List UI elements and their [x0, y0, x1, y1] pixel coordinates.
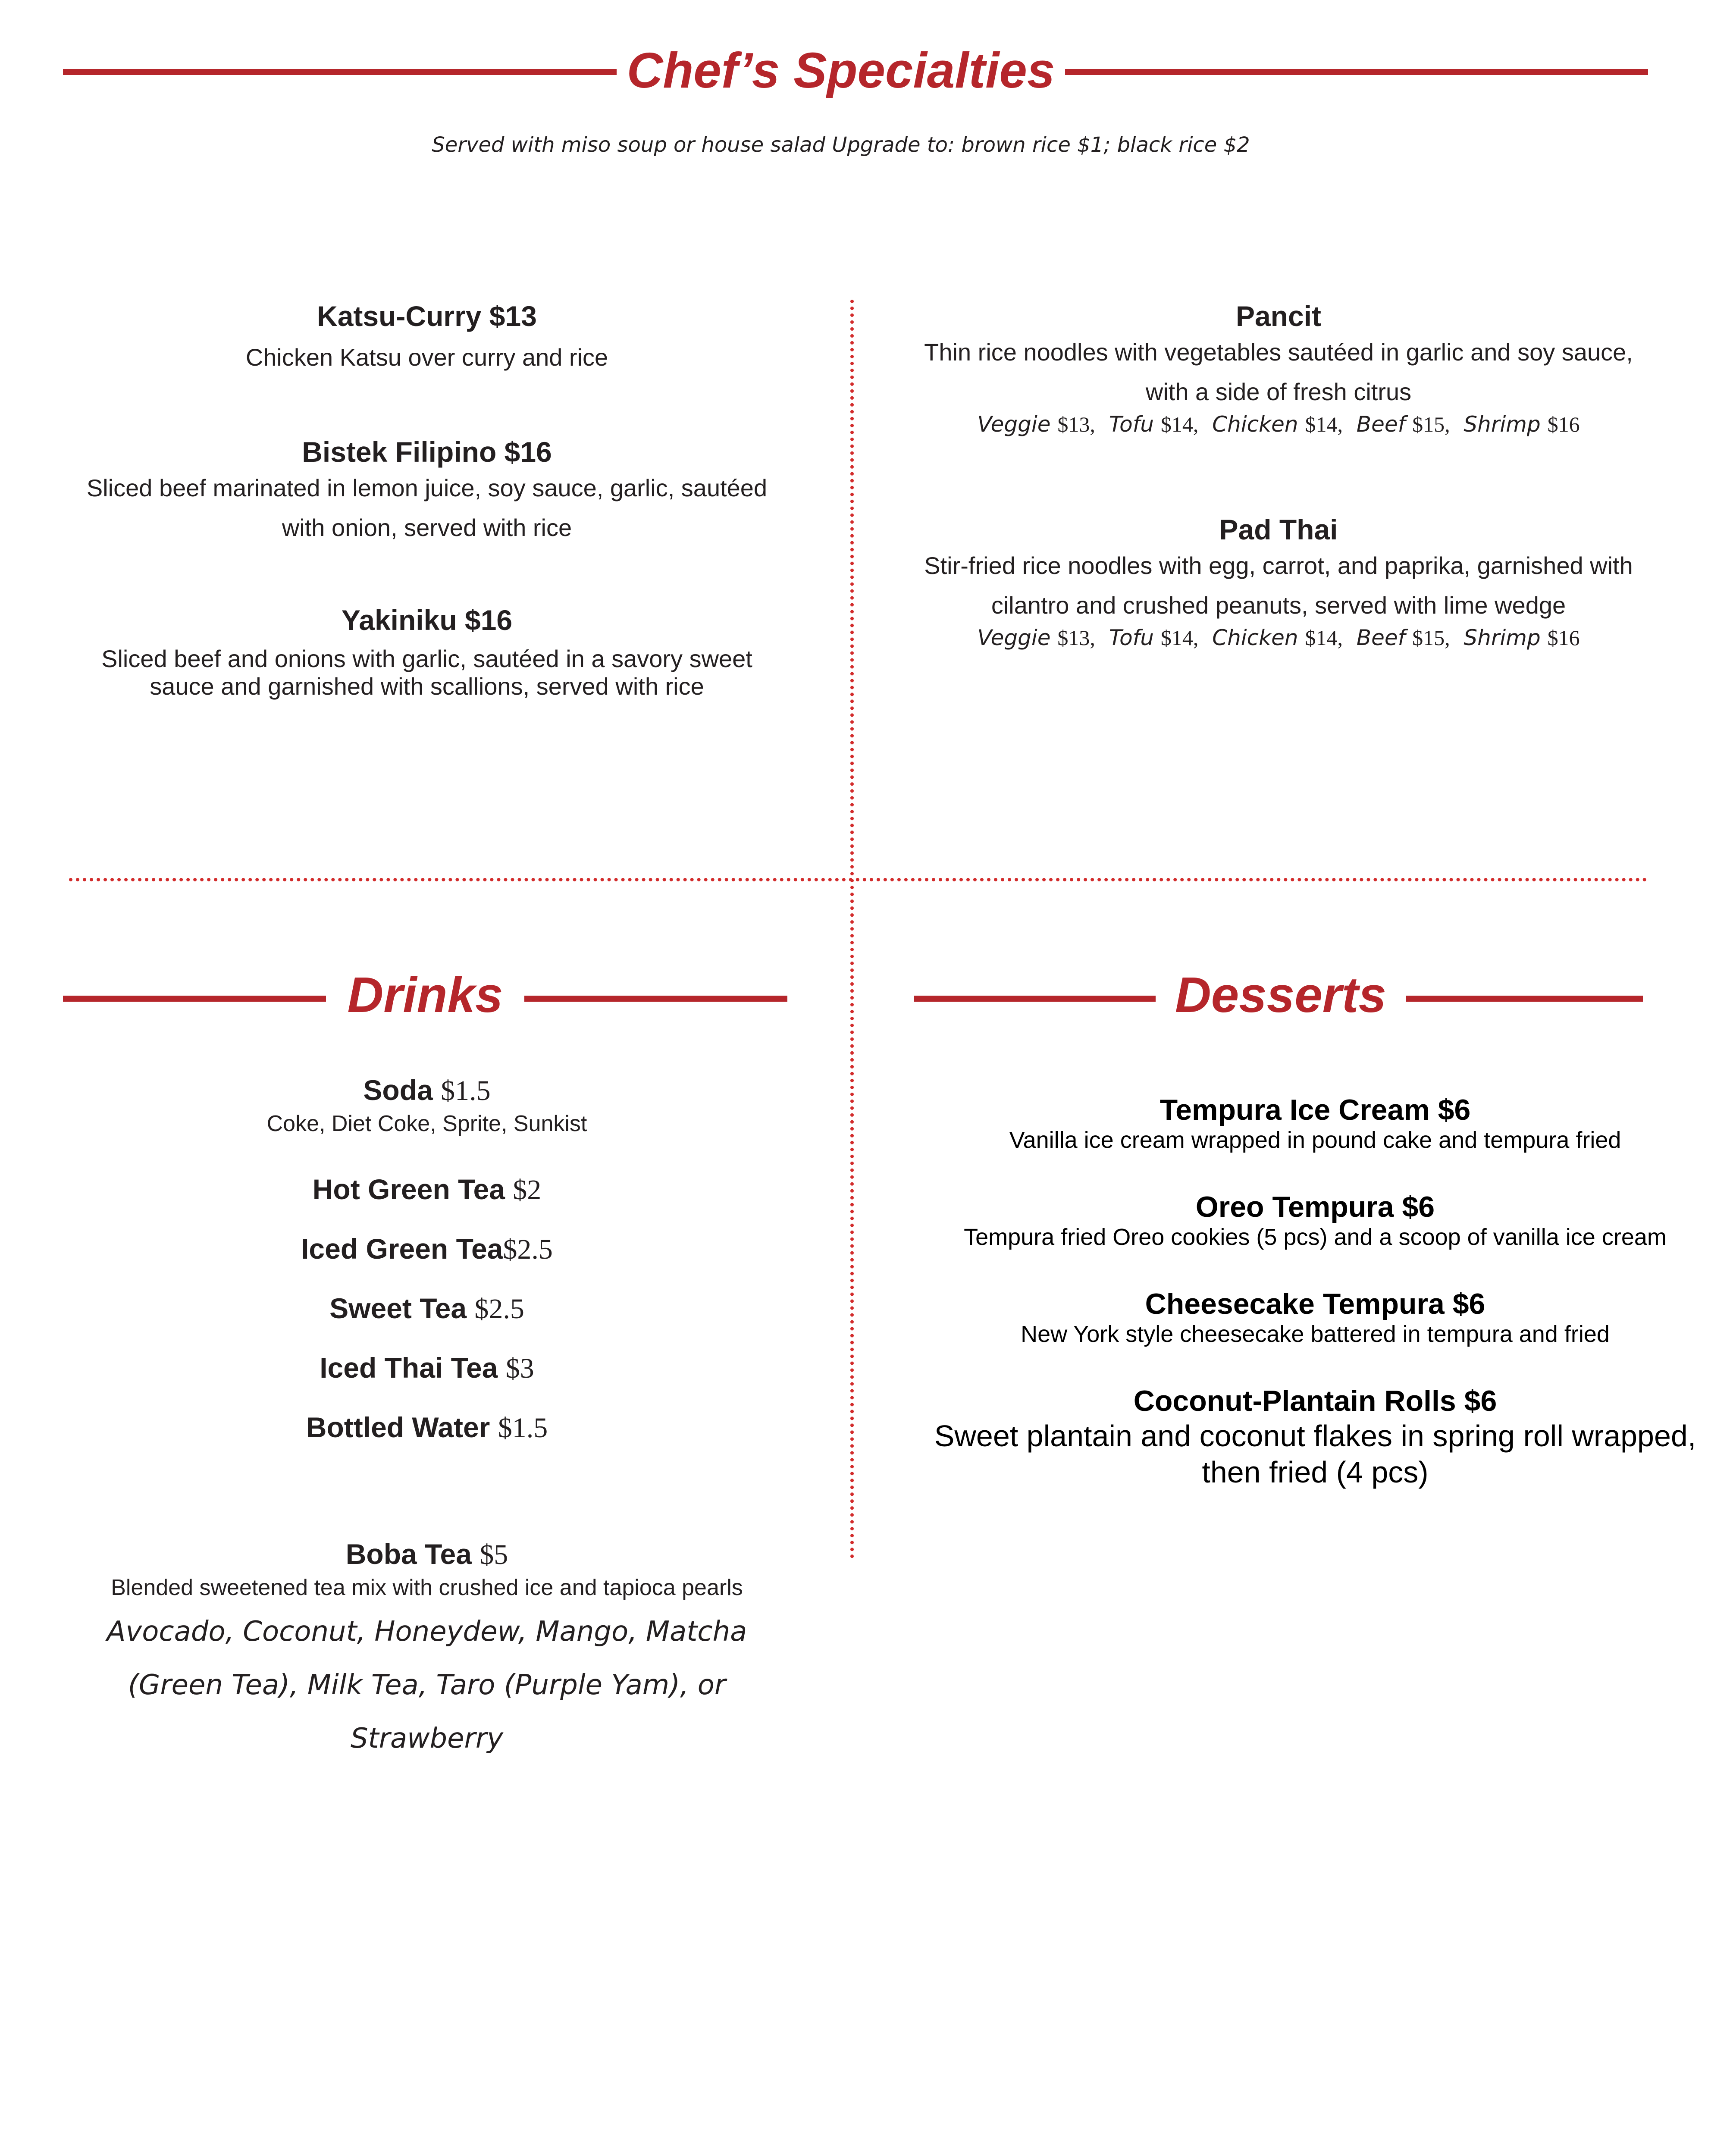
dessert-name: Cheesecake Tempura $6 [1145, 1288, 1485, 1320]
dish-katsu-curry [26, 300, 828, 377]
dessert-description-line: then fried (4 pcs) [1202, 1455, 1429, 1489]
drink-name: Sweet Tea [329, 1292, 467, 1324]
drink-name: Boba Tea [345, 1538, 472, 1570]
boba-flavors-line: Strawberry [350, 1723, 504, 1755]
desserts-rule-right [1406, 996, 1643, 1002]
dish-name: Bistek Filipino $16 [302, 436, 552, 468]
dessert-description: New York style cheesecake battered in tempura and fried [1021, 1321, 1610, 1347]
dessert-coconut-plantain-rolls [897, 1384, 1733, 1490]
drinks-rule-left [63, 996, 326, 1002]
drink-boba-tea [26, 1538, 828, 1765]
drink-description: Blended sweetened tea mix with crushed ice and tapioca pearls [111, 1575, 743, 1600]
dessert-name: Coconut-Plantain Rolls $6 [1133, 1385, 1497, 1417]
dish-description-line: Sliced beef marinated in lemon juice, soy sauce, garlic, sautéed [86, 474, 768, 501]
dish-options: Veggie $13, Tofu $14, Chicken $14, Beef $15, Shrimp $16 [977, 412, 1580, 437]
dessert-cheesecake-tempura [897, 1287, 1733, 1348]
dish-bistek-filipino [26, 436, 828, 548]
dish-description-line: with a side of fresh citrus [1145, 378, 1412, 405]
dish-description: Chicken Katsu over curry and rice [245, 344, 608, 371]
drink-price: $3 [505, 1353, 534, 1384]
boba-flavors-line: Avocado, Coconut, Honeydew, Mango, Matcha [107, 1616, 747, 1648]
dish-options: Veggie $13, Tofu $14, Chicken $14, Beef $15, Shrimp $16 [977, 625, 1580, 650]
dessert-name: Oreo Tempura $6 [1195, 1191, 1435, 1223]
drink-price: $1.5 [441, 1075, 491, 1106]
drinks-rule-right [524, 996, 787, 1002]
dish-name: Katsu-Curry $13 [317, 300, 537, 332]
dish-description-line: with onion, served with rice [282, 514, 572, 541]
dish-yakiniku [26, 604, 828, 700]
drinks-title: Drinks [347, 967, 503, 1023]
dessert-description: Tempura fried Oreo cookies (5 pcs) and a scoop of vanilla ice cream [964, 1224, 1667, 1250]
dessert-name: Tempura Ice Cream $6 [1160, 1094, 1471, 1126]
dessert-description: Vanilla ice cream wrapped in pound cake and tempura fried [1009, 1127, 1621, 1153]
drink-name: Soda [363, 1074, 433, 1106]
specialties-title: Chef’s Specialties [627, 42, 1055, 98]
dish-description-line: cilantro and crushed peanuts, served with lime wedge [991, 592, 1566, 619]
horizontal-divider [69, 878, 1647, 881]
dessert-description-line: Sweet plantain and coconut flakes in spring roll wrapped, [934, 1419, 1696, 1453]
drink-price: $2.5 [474, 1293, 524, 1325]
drink-name: Iced Green Tea [301, 1233, 503, 1265]
dish-name: Pad Thai [1219, 514, 1338, 545]
dish-description-line: Thin rice noodles with vegetables sautéed in garlic and soy sauce, [924, 338, 1633, 366]
dish-name: Pancit [1235, 300, 1322, 332]
drink-iced-green-tea [26, 1232, 828, 1266]
drink-soda [26, 1074, 828, 1137]
dish-pancit [862, 300, 1695, 437]
header-rule-right [1065, 69, 1648, 75]
drink-name: Iced Thai Tea [320, 1352, 498, 1384]
dessert-oreo-tempura [897, 1190, 1733, 1250]
dish-description-line: Sliced beef and onions with garlic, sautéed in a savory sweet [101, 645, 752, 672]
boba-flavors-line: (Green Tea), Milk Tea, Taro (Purple Yam), or [128, 1669, 726, 1701]
drink-sweet-tea [26, 1292, 828, 1326]
dish-pad-thai [862, 513, 1695, 650]
vertical-divider [850, 300, 854, 1559]
dish-description-line: Stir-fried rice noodles with egg, carrot, and paprika, garnished with [924, 552, 1633, 579]
drink-bottled-water [26, 1411, 828, 1445]
desserts-rule-left [914, 996, 1156, 1002]
header-rule-left [63, 69, 617, 75]
drink-price: $1.5 [498, 1412, 548, 1444]
drink-price: $2.5 [503, 1234, 553, 1265]
drink-hot-green-tea [26, 1173, 828, 1206]
dessert-tempura-ice-cream [897, 1093, 1733, 1153]
boba-flavors [26, 1605, 828, 1765]
dish-description-line: sauce and garnished with scallions, served with rice [150, 673, 704, 700]
desserts-title: Desserts [1175, 967, 1387, 1023]
drink-price: $2 [513, 1174, 542, 1206]
drink-price: $5 [479, 1539, 508, 1570]
drink-name: Bottled Water [306, 1411, 490, 1443]
dish-name: Yakiniku $16 [341, 604, 513, 636]
specialties-subtitle: Served with miso soup or house salad Upgrade to: brown rice $1; black rice $2 [432, 133, 1250, 157]
drink-iced-thai-tea [26, 1351, 828, 1385]
drink-name: Hot Green Tea [312, 1173, 505, 1205]
drink-description: Coke, Diet Coke, Sprite, Sunkist [266, 1111, 587, 1136]
